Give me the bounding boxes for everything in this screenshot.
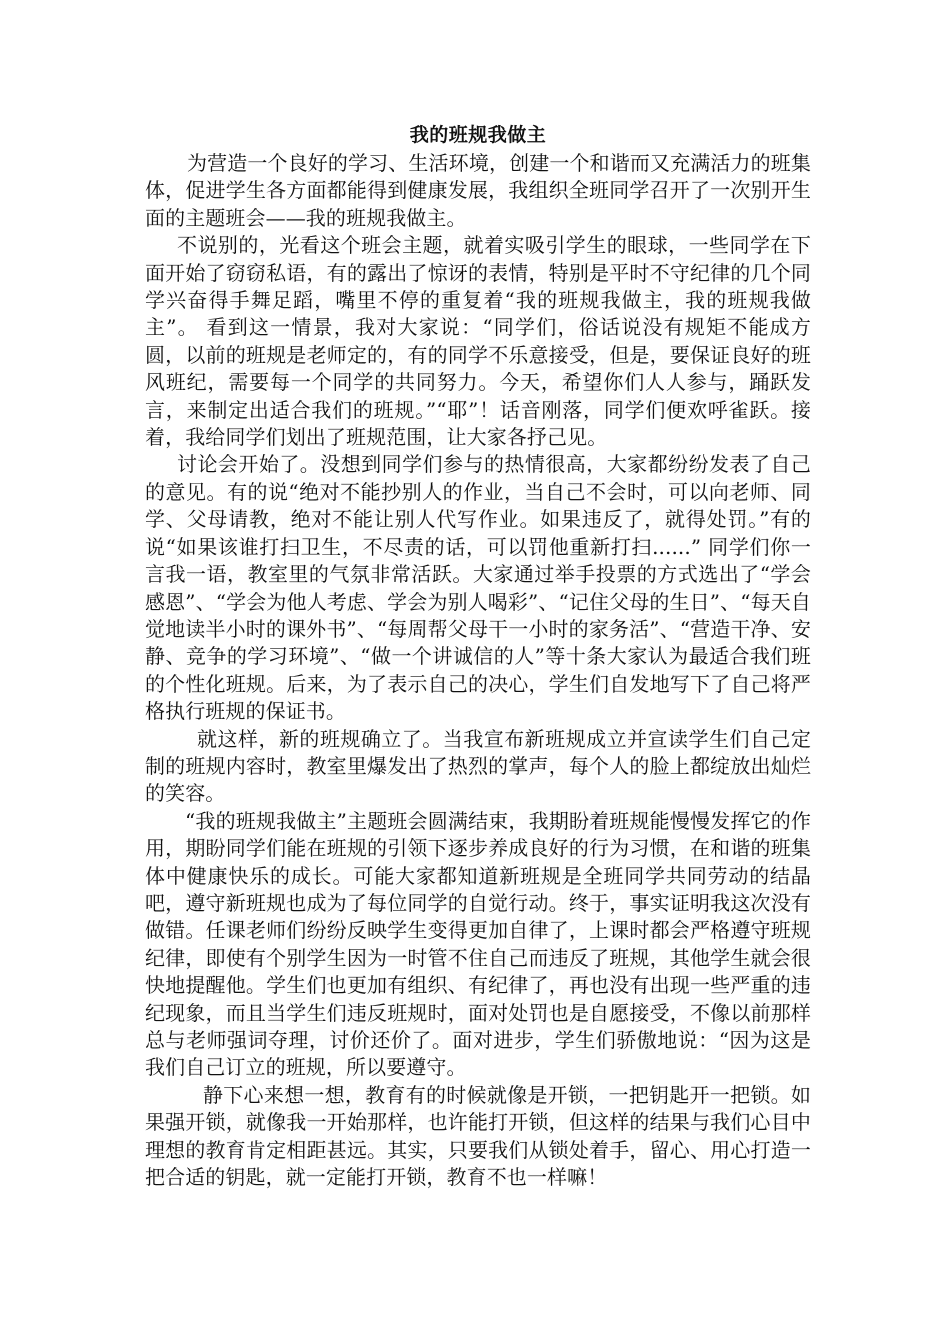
- paragraph-results: “我的班规我做主”主题班会圆满结束，我期盼着班规能慢慢发挥它的作用，期盼同学们能在班规的引领下逐步养成良好的行为习惯，在和谐的班集体中健康快乐的成长。可能大家都知道新班规是全班同学共同劳动的结晶吧，遵守新班规也成为了每位同学的自觉行动。终于，事实证明我这次没有做错。任课老师们纷纷反映学生变得更加自律了，上课时都会严格遵守班规纪律，即使有个别学生因为一时管不住自己而违反了班规，其他学生就会很快地提醒他。学生们也更加有组织、有纪律了，再也没有出现一些严重的违纪现象，而且当学生们违反班规时，面对处罚也是自愿接受，不像以前那样总与老师强词夺理，讨价还价了。面对进步，学生们骄傲地说：“因为这是我们自己订立的班规，所以要遵守。: [145, 808, 811, 1080]
- paragraph-reaction: 不说别的，光看这个班会主题，就着实吸引学生的眼球，一些同学在下面开始了窃窃私语，有的露出了惊讶的表情，特别是平时不守纪律的几个同学兴奋得手舞足蹈，嘴里不停的重复着“我的班规我做主，我的班规我做主”。 看到这一情景，我对大家说：“同学们，俗话说没有规矩不能成方圆，以前的班规是老师定的，有的同学不乐意接受，但是，要保证良好的班风班纪，需要每一个同学的共同努力。今天，希望你们人人参与，踊跃发言，来制定出适合我们的班规。”“耶”！话音刚落，同学们便欢呼雀跃。接着，我给同学们划出了班规范围，让大家各抒己见。: [145, 233, 811, 450]
- document-body: [145, 122, 811, 1191]
- paragraph-discussion: 讨论会开始了。没想到同学们参与的热情很高，大家都纷纷发表了自己的意见。有的说“绝对不能抄别人的作业，当自己不会时，可以向老师、同学、父母请教，绝对不能让别人代写作业。如果违反了，就得处罚。”有的说“如果该谁打扫卫生，不尽责的话，可以罚他重新打扫......” 同学们你一言我一语，教室里的气氛非常活跃。大家通过举手投票的方式选出了“学会感恩”、“学会为他人考虑、学会为别人喝彩”、“记住父母的生日”、“每天自觉地读半小时的课外书”、“每周帮父母干一小时的家务活”、“营造干净、安静、竞争的学习环境”、“做一个讲诚信的人”等十条大家认为最适合我们班的个性化班规。后来，为了表示自己的决心，学生们自发地写下了自己将严格执行班规的保证书。: [145, 452, 811, 724]
- paragraph-intro: 为营造一个良好的学习、生活环境，创建一个和谐而又充满活力的班集体，促进学生各方面都能得到健康发展，我组织全班同学召开了一次别开生面的主题班会——我的班规我做主。: [145, 151, 811, 230]
- paragraph-reflection: 静下心来想一想，教育有的时候就像是开锁，一把钥匙开一把锁。如果强开锁，就像我一开始那样，也许能打开锁，但这样的结果与我们心目中理想的教育肯定相距甚远。其实，只要我们从锁处着手，留心、用心打造一把合适的钥匙，就一定能打开锁，教育不也一样嘛！: [145, 1082, 811, 1190]
- paragraph-established: 就这样，新的班规确立了。当我宣布新班规成立并宣读学生们自己定制的班规内容时，教室里爆发出了热烈的掌声，每个人的脸上都绽放出灿烂的笑容。: [145, 726, 811, 806]
- document-title: 我的班规我做主: [409, 124, 547, 146]
